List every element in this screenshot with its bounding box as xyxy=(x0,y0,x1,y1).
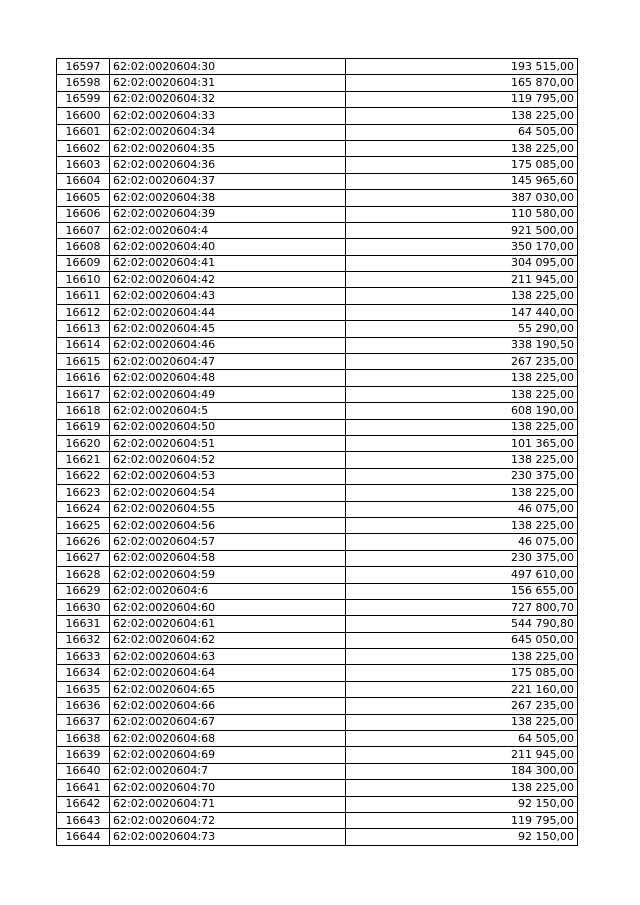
row-number-cell: 16628 xyxy=(57,567,110,583)
table-row xyxy=(57,59,578,75)
row-number-cell: 16642 xyxy=(57,796,110,812)
cadastral-number-cell: 62:02:0020604:69 xyxy=(110,747,346,763)
cadastral-value-cell: 184 300,00 xyxy=(346,763,578,779)
cadastral-number-cell: 62:02:0020604:6 xyxy=(110,583,346,599)
cadastral-number-cell: 62:02:0020604:41 xyxy=(110,255,346,271)
cadastral-value-cell: 55 290,00 xyxy=(346,321,578,337)
row-number-cell: 16599 xyxy=(57,91,110,107)
row-number-cell: 16629 xyxy=(57,583,110,599)
row-number-cell: 16616 xyxy=(57,370,110,386)
cadastral-value-cell: 267 235,00 xyxy=(346,698,578,714)
row-number-cell: 16606 xyxy=(57,206,110,222)
cadastral-value-cell: 138 225,00 xyxy=(346,370,578,386)
cadastral-value-cell: 211 945,00 xyxy=(346,747,578,763)
cadastral-number-cell: 62:02:0020604:45 xyxy=(110,321,346,337)
cadastral-value-cell: 138 225,00 xyxy=(346,452,578,468)
cadastral-value-cell: 544 790,80 xyxy=(346,616,578,632)
table-row xyxy=(57,681,578,697)
table-row xyxy=(57,75,578,91)
table-row xyxy=(57,517,578,533)
cadastral-number-cell: 62:02:0020604:38 xyxy=(110,190,346,206)
cadastral-number-cell: 62:02:0020604:50 xyxy=(110,419,346,435)
cadastral-value-cell: 645 050,00 xyxy=(346,632,578,648)
cadastral-number-cell: 62:02:0020604:49 xyxy=(110,386,346,402)
cadastral-number-cell: 62:02:0020604:36 xyxy=(110,157,346,173)
row-number-cell: 16603 xyxy=(57,157,110,173)
row-number-cell: 16634 xyxy=(57,665,110,681)
cadastral-value-cell: 64 505,00 xyxy=(346,124,578,140)
row-number-cell: 16621 xyxy=(57,452,110,468)
table-row xyxy=(57,403,578,419)
cadastral-value-cell: 175 085,00 xyxy=(346,157,578,173)
row-number-cell: 16609 xyxy=(57,255,110,271)
row-number-cell: 16624 xyxy=(57,501,110,517)
row-number-cell: 16617 xyxy=(57,386,110,402)
cadastral-number-cell: 62:02:0020604:64 xyxy=(110,665,346,681)
cadastral-number-cell: 62:02:0020604:68 xyxy=(110,731,346,747)
cadastral-value-cell: 175 085,00 xyxy=(346,665,578,681)
cadastral-number-cell: 62:02:0020604:5 xyxy=(110,403,346,419)
cadastral-number-cell: 62:02:0020604:61 xyxy=(110,616,346,632)
row-number-cell: 16612 xyxy=(57,304,110,320)
cadastral-value-cell: 497 610,00 xyxy=(346,567,578,583)
cadastral-value-cell: 193 515,00 xyxy=(346,59,578,75)
table-row xyxy=(57,501,578,517)
cadastral-value-cell: 119 795,00 xyxy=(346,91,578,107)
cadastral-value-cell: 46 075,00 xyxy=(346,501,578,517)
cadastral-number-cell: 62:02:0020604:43 xyxy=(110,288,346,304)
cadastral-value-cell: 608 190,00 xyxy=(346,403,578,419)
cadastral-value-cell: 138 225,00 xyxy=(346,386,578,402)
table-row xyxy=(57,435,578,451)
row-number-cell: 16631 xyxy=(57,616,110,632)
cadastral-value-cell: 221 160,00 xyxy=(346,681,578,697)
cadastral-value-cell: 211 945,00 xyxy=(346,272,578,288)
row-number-cell: 16632 xyxy=(57,632,110,648)
cadastral-value-table xyxy=(56,58,578,846)
row-number-cell: 16597 xyxy=(57,59,110,75)
cadastral-value-cell: 138 225,00 xyxy=(346,780,578,796)
table-row xyxy=(57,386,578,402)
row-number-cell: 16638 xyxy=(57,731,110,747)
row-number-cell: 16620 xyxy=(57,435,110,451)
cadastral-value-cell: 138 225,00 xyxy=(346,649,578,665)
cadastral-number-cell: 62:02:0020604:44 xyxy=(110,304,346,320)
cadastral-number-cell: 62:02:0020604:60 xyxy=(110,599,346,615)
cadastral-value-cell: 165 870,00 xyxy=(346,75,578,91)
table-row xyxy=(57,796,578,812)
cadastral-value-cell: 350 170,00 xyxy=(346,239,578,255)
row-number-cell: 16602 xyxy=(57,140,110,156)
row-number-cell: 16618 xyxy=(57,403,110,419)
row-number-cell: 16640 xyxy=(57,763,110,779)
row-number-cell: 16625 xyxy=(57,517,110,533)
cadastral-number-cell: 62:02:0020604:52 xyxy=(110,452,346,468)
table-row xyxy=(57,747,578,763)
cadastral-value-cell: 921 500,00 xyxy=(346,222,578,238)
table-row xyxy=(57,173,578,189)
cadastral-number-cell: 62:02:0020604:46 xyxy=(110,337,346,353)
table-row xyxy=(57,534,578,550)
row-number-cell: 16615 xyxy=(57,354,110,370)
table-row xyxy=(57,731,578,747)
row-number-cell: 16607 xyxy=(57,222,110,238)
cadastral-value-cell: 727 800,70 xyxy=(346,599,578,615)
table-row xyxy=(57,206,578,222)
row-number-cell: 16608 xyxy=(57,239,110,255)
table-row xyxy=(57,157,578,173)
row-number-cell: 16636 xyxy=(57,698,110,714)
table-row xyxy=(57,550,578,566)
table-row xyxy=(57,124,578,140)
cadastral-number-cell: 62:02:0020604:65 xyxy=(110,681,346,697)
row-number-cell: 16601 xyxy=(57,124,110,140)
table-row xyxy=(57,190,578,206)
row-number-cell: 16633 xyxy=(57,649,110,665)
cadastral-number-cell: 62:02:0020604:56 xyxy=(110,517,346,533)
cadastral-number-cell: 62:02:0020604:34 xyxy=(110,124,346,140)
cadastral-number-cell: 62:02:0020604:47 xyxy=(110,354,346,370)
cadastral-number-cell: 62:02:0020604:53 xyxy=(110,468,346,484)
cadastral-number-cell: 62:02:0020604:37 xyxy=(110,173,346,189)
row-number-cell: 16623 xyxy=(57,485,110,501)
cadastral-value-cell: 338 190,50 xyxy=(346,337,578,353)
table-row xyxy=(57,452,578,468)
cadastral-number-cell: 62:02:0020604:58 xyxy=(110,550,346,566)
cadastral-value-cell: 145 965,60 xyxy=(346,173,578,189)
table-row xyxy=(57,485,578,501)
table-row xyxy=(57,714,578,730)
cadastral-value-cell: 46 075,00 xyxy=(346,534,578,550)
row-number-cell: 16626 xyxy=(57,534,110,550)
table-row xyxy=(57,354,578,370)
cadastral-number-cell: 62:02:0020604:33 xyxy=(110,108,346,124)
cadastral-value-cell: 64 505,00 xyxy=(346,731,578,747)
cadastral-number-cell: 62:02:0020604:40 xyxy=(110,239,346,255)
row-number-cell: 16630 xyxy=(57,599,110,615)
cadastral-number-cell: 62:02:0020604:30 xyxy=(110,59,346,75)
cadastral-value-cell: 92 150,00 xyxy=(346,829,578,845)
row-number-cell: 16637 xyxy=(57,714,110,730)
table-row xyxy=(57,829,578,845)
cadastral-value-cell: 138 225,00 xyxy=(346,485,578,501)
table-row xyxy=(57,632,578,648)
table-row xyxy=(57,599,578,615)
cadastral-number-cell: 62:02:0020604:66 xyxy=(110,698,346,714)
table-row xyxy=(57,222,578,238)
cadastral-value-cell: 110 580,00 xyxy=(346,206,578,222)
table-row xyxy=(57,304,578,320)
row-number-cell: 16604 xyxy=(57,173,110,189)
cadastral-value-cell: 230 375,00 xyxy=(346,468,578,484)
table-row xyxy=(57,108,578,124)
table-row xyxy=(57,665,578,681)
cadastral-value-cell: 267 235,00 xyxy=(346,354,578,370)
cadastral-number-cell: 62:02:0020604:39 xyxy=(110,206,346,222)
table-row xyxy=(57,419,578,435)
cadastral-number-cell: 62:02:0020604:32 xyxy=(110,91,346,107)
table-row xyxy=(57,698,578,714)
table-row xyxy=(57,288,578,304)
cadastral-number-cell: 62:02:0020604:4 xyxy=(110,222,346,238)
cadastral-number-cell: 62:02:0020604:54 xyxy=(110,485,346,501)
cadastral-number-cell: 62:02:0020604:62 xyxy=(110,632,346,648)
table-row xyxy=(57,763,578,779)
cadastral-value-cell: 138 225,00 xyxy=(346,108,578,124)
cadastral-number-cell: 62:02:0020604:48 xyxy=(110,370,346,386)
cadastral-number-cell: 62:02:0020604:55 xyxy=(110,501,346,517)
table-row xyxy=(57,567,578,583)
row-number-cell: 16641 xyxy=(57,780,110,796)
table-row xyxy=(57,337,578,353)
table-row xyxy=(57,239,578,255)
row-number-cell: 16598 xyxy=(57,75,110,91)
row-number-cell: 16639 xyxy=(57,747,110,763)
table-row xyxy=(57,616,578,632)
cadastral-number-cell: 62:02:0020604:71 xyxy=(110,796,346,812)
row-number-cell: 16600 xyxy=(57,108,110,124)
cadastral-number-cell: 62:02:0020604:73 xyxy=(110,829,346,845)
cadastral-number-cell: 62:02:0020604:31 xyxy=(110,75,346,91)
cadastral-value-cell: 387 030,00 xyxy=(346,190,578,206)
cadastral-value-cell: 304 095,00 xyxy=(346,255,578,271)
cadastral-number-cell: 62:02:0020604:57 xyxy=(110,534,346,550)
table-row xyxy=(57,321,578,337)
table-row xyxy=(57,255,578,271)
cadastral-number-cell: 62:02:0020604:67 xyxy=(110,714,346,730)
row-number-cell: 16619 xyxy=(57,419,110,435)
table-row xyxy=(57,91,578,107)
cadastral-value-cell: 138 225,00 xyxy=(346,140,578,156)
cadastral-number-cell: 62:02:0020604:51 xyxy=(110,435,346,451)
cadastral-value-cell: 101 365,00 xyxy=(346,435,578,451)
table-row xyxy=(57,140,578,156)
row-number-cell: 16613 xyxy=(57,321,110,337)
row-number-cell: 16643 xyxy=(57,812,110,828)
row-number-cell: 16644 xyxy=(57,829,110,845)
cadastral-number-cell: 62:02:0020604:63 xyxy=(110,649,346,665)
cadastral-number-cell: 62:02:0020604:7 xyxy=(110,763,346,779)
cadastral-value-cell: 138 225,00 xyxy=(346,288,578,304)
table-row xyxy=(57,780,578,796)
cadastral-number-cell: 62:02:0020604:35 xyxy=(110,140,346,156)
row-number-cell: 16635 xyxy=(57,681,110,697)
cadastral-value-cell: 138 225,00 xyxy=(346,714,578,730)
table-row xyxy=(57,272,578,288)
cadastral-number-cell: 62:02:0020604:70 xyxy=(110,780,346,796)
row-number-cell: 16614 xyxy=(57,337,110,353)
table-row xyxy=(57,468,578,484)
table-row xyxy=(57,583,578,599)
cadastral-number-cell: 62:02:0020604:59 xyxy=(110,567,346,583)
row-number-cell: 16611 xyxy=(57,288,110,304)
cadastral-value-cell: 92 150,00 xyxy=(346,796,578,812)
row-number-cell: 16627 xyxy=(57,550,110,566)
cadastral-value-cell: 230 375,00 xyxy=(346,550,578,566)
cadastral-number-cell: 62:02:0020604:72 xyxy=(110,812,346,828)
table-body xyxy=(57,59,578,846)
table-row xyxy=(57,649,578,665)
cadastral-value-cell: 138 225,00 xyxy=(346,419,578,435)
table-row xyxy=(57,370,578,386)
cadastral-number-cell: 62:02:0020604:42 xyxy=(110,272,346,288)
cadastral-value-cell: 156 655,00 xyxy=(346,583,578,599)
cadastral-value-cell: 147 440,00 xyxy=(346,304,578,320)
row-number-cell: 16610 xyxy=(57,272,110,288)
row-number-cell: 16605 xyxy=(57,190,110,206)
cadastral-value-cell: 138 225,00 xyxy=(346,517,578,533)
table-row xyxy=(57,812,578,828)
row-number-cell: 16622 xyxy=(57,468,110,484)
cadastral-value-cell: 119 795,00 xyxy=(346,812,578,828)
